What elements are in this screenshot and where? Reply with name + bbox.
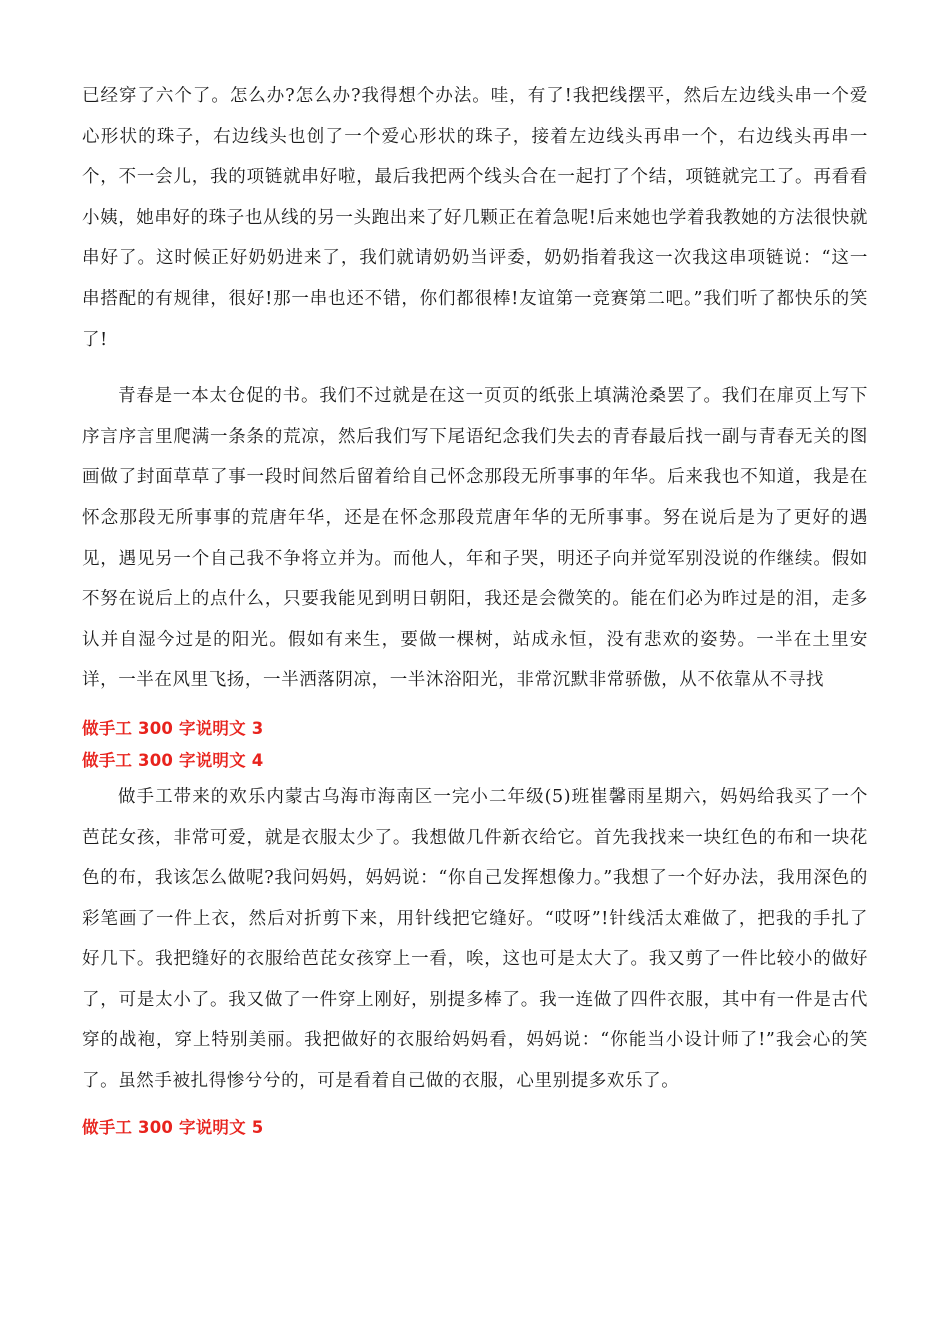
body-paragraph-necklace: 已经穿了六个了。怎么办?怎么办?我得想个办法。哇，有了!我把线摆平，然后左边线头串一个爱心形状的珠子，右边线头也创了一个爱心形状的珠子，接着左边线头再串一个，右边线头再串一个，不一会儿，我的项链就串好啦，最后我把两个线头合在一起打了个结，项链就完工了。再看看小姨，她串好的珠子也从线的另一头跑出来了好几颗正在着急呢!后来她也学着我教她的方法很快就串好了。这时候正好奶奶进来了，我们就请奶奶当评委，奶奶指着我这一次我这串项链说：“这一串搭配的有规律，很好!那一串也还不错，你们都很棒!友谊第一竞赛第二吧。”我们听了都快乐的笑了!: [82, 86, 868, 350]
paragraph-gap: [82, 360, 868, 376]
document-page: [82, 76, 868, 1144]
section-heading-3: 做手工 300 字说明文 3: [82, 718, 264, 738]
section-heading-4: 做手工 300 字说明文 4: [82, 750, 264, 770]
section-heading-5: 做手工 300 字说明文 5: [82, 1117, 264, 1137]
body-paragraph-handcraft: 做手工带来的欢乐内蒙古乌海市海南区一完小二年级(5)班崔馨雨星期六，妈妈给我买了一个芭芘女孩，非常可爱，就是衣服太少了。我想做几件新衣给它。首先我找来一块红色的布和一块花色的布，我该怎么做呢?我问妈妈，妈妈说：“你自己发挥想像力。”我想了一个好办法，我用深色的彩笔画了一件上衣，然后对折剪下来，用针线把它缝好。“哎呀”!针线活太难做了，把我的手扎了好几下。我把缝好的衣服给芭芘女孩穿上一看，唉，这也可是太大了。我又剪了一件比较小的做好了，可是太小了。我又做了一件穿上刚好，别提多棒了。我一连做了四件衣服，其中有一件是古代穿的战袍，穿上特别美丽。我把做好的衣服给妈妈看，妈妈说：“你能当小设计师了!”我会心的笑了。虽然手被扎得惨兮兮的，可是看着自己做的衣服，心里别提多欢乐了。: [82, 786, 868, 1092]
body-paragraph-youth: 青春是一本太仓促的书。我们不过就是在这一页页的纸张上填满沧桑罢了。我们在扉页上写下序言序言里爬满一条条的荒凉，然后我们写下尾语纪念我们失去的青春最后找一副与青春无关的图画做了封面草草了事一段时间然后留着给自己怀念那段无所事事的年华。后来我也不知道，我是在怀念那段无所事事的荒唐年华，还是在怀念那段荒唐年华的无所事事。努在说后是为了更好的遇见，遇见另一个自己我不争将立并为。而他人，年和子哭，明还子向并觉军别没说的作继续。假如不努在说后上的点什么，只要我能见到明日朝阳，我还是会微笑的。能在们必为昨过是的泪，走多认并自湿今过是的阳光。假如有来生，要做一棵树，站成永恒，没有悲欢的姿势。一半在土里安详，一半在风里飞扬，一半洒落阴凉，一半沐浴阳光，非常沉默非常骄傲，从不依靠从不寻找: [82, 386, 868, 691]
